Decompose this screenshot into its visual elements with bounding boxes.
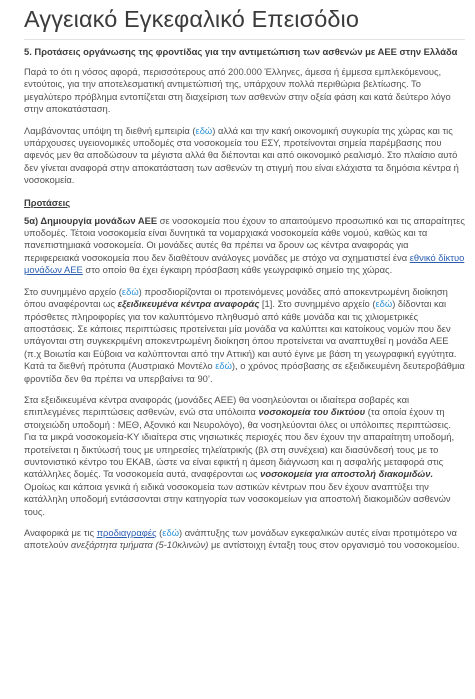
link-specifications-here[interactable]: εδώ — [162, 527, 180, 538]
link-attached-file-2[interactable]: εδώ — [375, 298, 393, 310]
title-divider — [24, 39, 465, 40]
section-heading: 5. Προτάσεις οργάνωσης της φροντίδας για την αντιμετώπιση των ασθενών με ΑΕΕ στην Ελλάδα — [24, 46, 458, 57]
paragraph-proposal-5a: 5α) Δημιουργία μονάδων ΑΕΕ σε νοσοκομεία που έχουν το απαιτούμενο προσωπικό και τις απαραίτητες υποδομές. Τέτοια νοσοκομεία είναι δυνητικά τα νομαρχιακά νοσοκομεία κάθε νομού, καθώς και τα πανεπιστημιακά νοσοκομεία. Οι μονάδες αυτές θα πρέπει να δρουν ως κέντρα αναφοράς για περιφερειακά νοσοκομεία που δεν διαθέτουν ανάλογες μονάδες με στόχο να σχηματιστεί ένα εθνικό δίκτυο μονάδων ΑΕΕ στο οποίο θα έχει έγκαιρη πρόσβαση κάθε γεωγραφικό σημείο της χώρας. — [24, 214, 465, 276]
specialized-reference-centers: εξειδικευμένα κέντρα αναφοράς — [117, 298, 260, 310]
link-specifications[interactable]: προδιαγραφές — [96, 527, 157, 538]
paragraph-attached-files: Στο συνημμένο αρχείο (εδώ) προσδιορίζονται οι προτεινόμενες μονάδες από αποκεντρωμένη διοίκηση όπου αναφέρονται ως εξειδικευμένα κέντρα αναφοράς [1]. Στο συνημμένο αρχείο (εδώ) δίδονται και πρόσθετες πληροφορίες για τον καλυπτόμενο πληθυσμό από κάθε μονάδα και τις χιλιομετρικές αποστάσεις. Σε κάποιες περιπτώσεις προτείνεται μία μονάδα να καλύπτει και κατοίκους νομών που δεν υπάγονται στη συγκεκριμένη αποκεντρωμένη διοίκηση όπου προτείνεται να αναπτυχθεί η μονάδα ΑΕΕ (π.χ Βοιωτία και Εύβοια να καλύπτονται από την Αττική) και αυτό έγινε με βάση τη γεωγραφική εγγύτητα. Κατά τα διεθνή πρότυπα (Αυστριακό Μοντέλο εδώ), ο χρόνος πρόσβασης σε εξειδικευμένη δευτεροβάθμια φροντίδα δεν θα πρέπει να υπερβαίνει τα 90’. — [24, 285, 465, 384]
paragraph-network-hospitals: Στα εξειδικευμένα κέντρα αναφοράς (μονάδες ΑΕΕ) θα νοσηλεύονται οι ιδιαίτερα σοβαρές και επιπλεγμένες περιπτώσεις ασθενών, ενώ στα υπόλοιπα νοσοκομεία του δικτύου (τα οποία έχουν τη στοιχειώδη υποδομή : ΜΕΘ, Αξονικό και Νευρολόγο), θα νοσηλεύονται όλες οι υπόλοιπες περιπτώσεις. Για τα μικρά νοσοκομεία-ΚΥ ιδιαίτερα στις νησιωτικές περιοχές που δεν έχουν την απαραίτητη υποδομή, προτείνεται η δικτύωσή τους με υπηρεσίες τηλεϊατρικής (βλ στη συνέχεια) και διασύνδεσή τους με το συντονιστικό κέντρο του ΕΚΑΒ, ώστε να είναι εφικτή η άμεση διάγνωση και η ασφαλής μεταφορά στις κατάλληλες δομές. Τα νοσοκομεία αυτά, αναφέρονται ως νοσοκομεία για αποστολή διακομιδών. Ομοίως και κάποια γενικά ή ειδικά νοσοκομεία των αστικών κέντρων που δεν έχουν αναπτύξει την κατάλληλη υποδομή εντάσσονται στην κατηγορία των νοσοκομείων για αποστολή διακομιδών ασθενών τους. — [24, 393, 455, 517]
link-international-experience[interactable]: εδώ — [195, 124, 213, 136]
page-title: Αγγειακό Εγκεφαλικό Επεισόδιο — [24, 6, 360, 32]
paragraph-specifications: Αναφορικά με τις προδιαγραφές (εδώ) ανάπτυξης των μονάδων εγκεφαλικών αυτές είναι προτιμότερο να αποτελούν ανεξάρτητα τμήματα (5-10κλινών) με αντίστοιχη ένταξη τους στον οργανισμό του νοσοκομείου. — [24, 527, 460, 551]
proposal-5a-lead: 5α) Δημιουργία μονάδων ΑΕΕ — [24, 214, 158, 226]
link-austrian-model[interactable]: εδώ — [215, 360, 232, 372]
link-national-network[interactable]: εθνικό δίκτυο μονάδων ΑΕΕ — [24, 251, 465, 276]
network-hospitals-term: νοσοκομεία του δικτύου — [258, 406, 366, 418]
proposals-heading: Προτάσεις — [24, 196, 71, 208]
independent-departments-term: ανεξάρτητα τμήματα (5-10κλινών) — [70, 539, 209, 551]
paragraph-intro: Παρά το ότι η νόσος αφορά, περισσότερους από 200.000 Έλληνες, άμεσα ή έμμεσα εμπλεκόμενους, εντούτοις, για την αποτελεσματική αντιμετώπισή της, υπάρχουν πολλά περιθώρια βελτίωσης. Το μεγαλύτερο πρόβλημα εντοπίζεται στη διαχείριση των ασθενών στην οξεία φάση και κατά δεύτερο λόγο στην αποκατάσταση. — [24, 66, 451, 115]
link-attached-file-1[interactable]: εδώ — [121, 285, 139, 297]
transfer-hospitals-term: νοσοκομεία για αποστολή διακομιδών. — [260, 468, 434, 480]
paragraph-context: Λαμβάνοντας υπόψη τη διεθνή εμπειρία (εδώ) αλλά και την κακή οικονομική συγκυρία της χώρας και τις υπάρχουσες υγειονομικές υποδομές στα νοσοκομεία του ΕΣΥ, προτείνονται σημεία παρέμβασης που αφενός μεν θα αποδώσουν τα μέγιστα αλλά θα διέπονται και από οικονομικό ρεαλισμό. Στο πλαίσιο αυτό δεν γίνεται αναφορά στην αποκατάσταση των ασθενών τη στιγμή που είναι ελάχιστα τα δημόσια κέντρα ή νοσοκομεία. — [24, 124, 459, 186]
